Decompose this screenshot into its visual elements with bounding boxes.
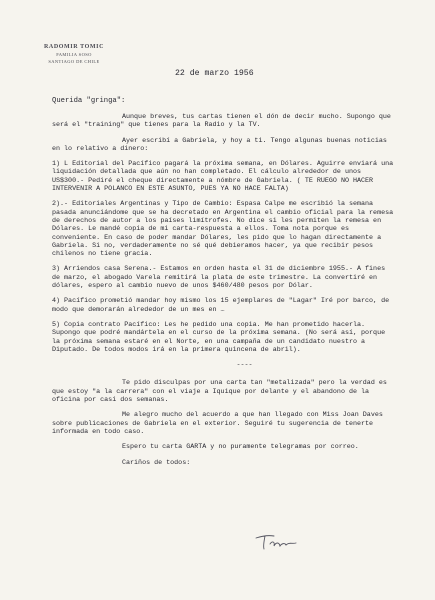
- letterhead-name: RADOMIR TOMIC: [43, 44, 105, 50]
- item-4-lagar: 4) Pacífico prometió mandar hoy mismo los 15 ejemplares de "Lagar" Iré por barco, de modo que demorarán alrededor de un mes en …: [52, 297, 394, 314]
- paragraph-disculpas: Te pido disculpas por una carta tan "metalizada" pero la verdad es que estoy "a la carrera" con el viaje a Iquique por delante y el abandono de la oficina por casi dos semanas.: [52, 379, 391, 405]
- letterhead-line-2: SANTIAGO DE CHILE: [48, 59, 100, 64]
- paragraph-intro: Aunque breves, tus cartas tienen el dón de decir mucho. Supongo que será el "training" que tienes para la Radio y la TV.: [52, 113, 395, 130]
- paragraph-espero: Espero tu carta GARTA y no puramente telegramas por correo.: [122, 443, 359, 452]
- letterhead: [34, 44, 114, 65]
- paragraph-news: Ayer escribí a Gabriela, y hoy a ti. Tengo algunas buenas noticias en lo relativo a dinero:: [52, 136, 391, 153]
- paragraph-closing: Cariños de todos:: [122, 458, 191, 467]
- item-3-arriendos: 3) Arriendos casa Serena.- Estamos en orden hasta el 31 de diciembre 1955.- A fines de marzo, el abogado Varela remitirá la plata de este trimestre. La convertiré en dólares, espero al cambio nuevo de unos $460/480 pesos por Dólar.: [52, 265, 390, 291]
- separator: ----: [236, 361, 253, 370]
- salutation: Querida "gringa":: [52, 97, 126, 105]
- item-2-editoriales-argentinas: 2).- Editoriales Argentinas y Tipo de Cambio: Espasa Calpe me escribió la semana pasada anunciándome que se ha decretado en Argentina el cambio oficial para la remesa de derechos de autor a los países limítrofes. No dice si les permiten la remesa en Dólares. Le mandé copia de mi carta-respuesta a ellos. Toma nota porque es conveniente. En caso de poder mandar Dólares, les pido que lo hagan directamente a Gabriela. Si no, verdaderamente no sé qué debieramos hacer, ya que recibir pesos chilenos no tiene gracia.: [52, 200, 398, 259]
- letterhead-line-1: FAMILIA SOSO: [56, 52, 92, 57]
- item-5-contrato: 5) Copia contrato Pacífico: Les he pedido una copia. Me han prometido hacerla. Supongo que podré mandártela en el curso de la próxima semana. (No será así, porque la próxima semana estaré en el Norte, en una campaña de un candidato nuestro a Diputado. De todos modos irá en la primera quincena de abril).: [52, 320, 390, 354]
- item-1-editorial-pacifico: 1) L Editorial del Pacífico pagará la próxima semana, en Dólares. Aguirre enviará una liquidación detallada que aún no han completado. El cálculo alrededor de unos US$300.- Pediré el cheque directamente a nómbre de Gabriela. ( TE RUEGO NO HACER INTERVENIR A POLANCO EN ESTE ASUNTO, PUES YA NO HACE FALTA): [52, 160, 398, 194]
- signature: [254, 532, 300, 552]
- paragraph-joan-daves: Me alegro mucho del acuerdo a que han llegado con Miss Joan Daves sobre publicaciones de Gabriela en el exterior. Seguiré tu sugerencia de tenerte informada en todo caso.: [52, 411, 387, 436]
- letter-date: 22 de marzo 1956: [175, 69, 254, 78]
- letter-body: [52, 113, 397, 474]
